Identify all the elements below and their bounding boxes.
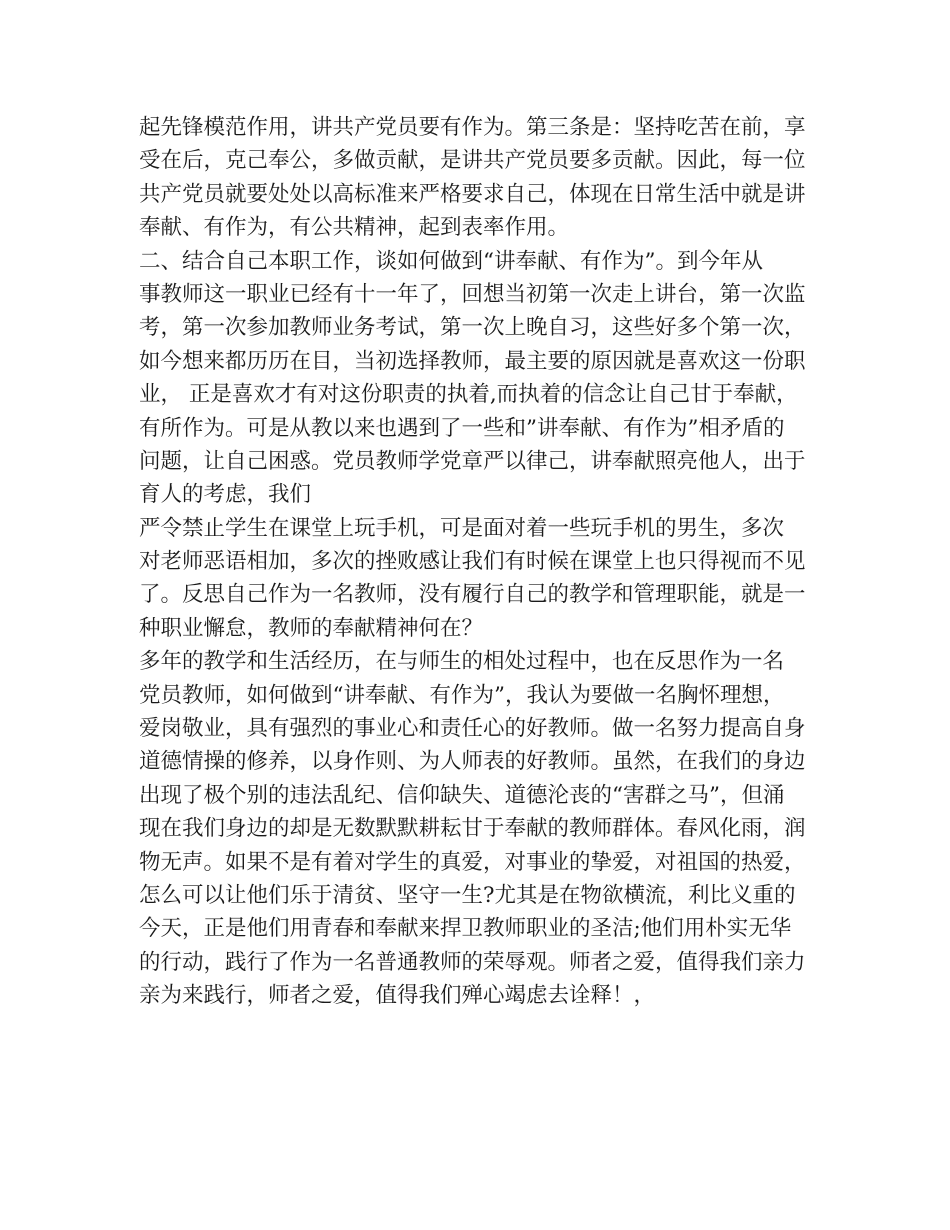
text-line: 业， 正是喜欢才有对这份职责的执着,而执着的信念让自己甘于奉献，	[139, 382, 798, 408]
text-line: 考，第一次参加教师业务考试，第一次上晚自习，这些好多个第一次，	[139, 315, 806, 341]
text-line: 受在后，克己奉公，多做贡献，是讲共产党员要多贡献。因此，每一位	[139, 148, 806, 174]
text-line: 现在我们身边的却是无数默默耕耘甘于奉献的教师群体。春风化雨，润	[139, 816, 806, 842]
text-line: 爱岗敬业，具有强烈的事业心和责任心的好教师。做一名努力提高自身	[139, 716, 806, 742]
text-line: 亲为来践行，师者之爱，值得我们殚心竭虑去诠释！，	[139, 983, 656, 1009]
text-line: 问题，让自己困惑。党员教师学党章严以律己，讲奉献照亮他人，出于	[139, 448, 806, 474]
text-line: 如今想来都历历在目，当初选择教师，最主要的原因就是喜欢这一份职	[139, 348, 806, 374]
text-line: 多年的教学和生活经历，在与师生的相处过程中，也在反思作为一名	[139, 649, 785, 675]
text-line: 出现了极个别的违法乱纪、信仰缺失、道德沦丧的“害群之马”，但涌	[139, 782, 785, 808]
text-line: 的行动，践行了作为一名普通教师的荣辱观。师者之爱，值得我们亲力	[139, 949, 806, 975]
text-line: 育人的考虑，我们	[139, 482, 312, 508]
text-line: 二、结合自己本职工作，谈如何做到“讲奉献、有作为”。到今年从	[139, 248, 763, 274]
text-line: 了。反思自己作为一名教师，没有履行自己的教学和管理职能，就是一	[139, 582, 806, 608]
text-line: 物无声。如果不是有着对学生的真爱，对事业的挚爱，对祖国的热爱，	[139, 849, 806, 875]
text-line: 道德情操的修养，以身作则、为人师表的好教师。虽然，在我们的身边	[139, 749, 806, 775]
text-line: 奉献、有作为，有公共精神，起到表率作用。	[139, 215, 570, 241]
body-text	[139, 111, 819, 1013]
text-line: 今天，正是他们用青春和奉献来捍卫教师职业的圣洁;他们用朴实无华	[139, 916, 792, 942]
text-line: 党员教师，如何做到“讲奉献、有作为”，我认为要做一名胸怀理想，	[139, 682, 785, 708]
text-line: 怎么可以让他们乐于清贫、坚守一生?尤其是在物欲横流，利比义重的	[139, 882, 796, 908]
text-line: 起先锋模范作用，讲共产党员要有作为。第三条是：坚持吃苦在前，享	[139, 115, 806, 140]
text-line: 对老师恶语相加，多次的挫败感让我们有时候在课堂上也只得视而不见	[139, 549, 806, 575]
text-line: 事教师这一职业已经有十一年了，回想当初第一次走上讲台，第一次监	[139, 281, 806, 307]
text-line: 种职业懈怠，教师的奉献精神何在？	[139, 615, 484, 641]
text-line: 共产党员就要处处以高标准来严格要求自己，体现在日常生活中就是讲	[139, 181, 806, 207]
text-line: 严令禁止学生在课堂上玩手机，可是面对着一些玩手机的男生，多次	[139, 515, 785, 541]
text-line: 有所作为。可是从教以来也遇到了一些和”讲奉献、有作为”相矛盾的	[139, 415, 785, 441]
